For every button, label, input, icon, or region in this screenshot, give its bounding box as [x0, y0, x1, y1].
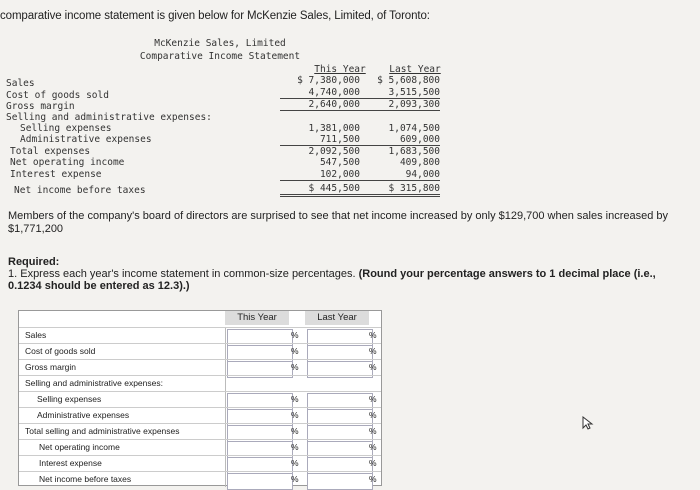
instruction-plain: 1. Express each year's income statement in common-size percentages.: [8, 268, 356, 280]
stmt-value: 1,381,000: [308, 123, 360, 134]
percent-sign: %: [291, 330, 299, 340]
stmt-label: Net income before taxes: [14, 185, 146, 196]
table-row-label: Interest expense: [39, 458, 102, 468]
table-row-label: Total selling and administrative expenses: [25, 426, 180, 436]
stmt-label: Selling expenses: [20, 123, 112, 134]
mouse-cursor-icon: [582, 416, 594, 430]
percent-sign: %: [291, 458, 299, 468]
table-row-label: Sales: [25, 330, 47, 340]
table-col-last-year: Last Year: [305, 311, 369, 325]
table-row: [19, 359, 381, 375]
table-row: [19, 343, 381, 359]
stmt-value: 1,683,500: [388, 146, 440, 157]
percent-sign: %: [369, 410, 377, 420]
stmt-value: 102,000: [280, 169, 360, 181]
required-heading: Required:: [8, 256, 60, 268]
this-year-percent-input[interactable]: [227, 473, 293, 490]
stmt-value: 409,800: [399, 157, 440, 168]
stmt-value: 711,500: [280, 134, 360, 146]
percent-sign: %: [369, 426, 377, 436]
percent-sign: %: [369, 330, 377, 340]
stmt-label: Interest expense: [10, 169, 102, 180]
percent-sign: %: [369, 362, 377, 372]
table-label-cell: [19, 328, 226, 343]
table-label-cell: [19, 376, 226, 391]
table-row: [19, 423, 381, 439]
statement-company: McKenzie Sales, Limited: [154, 38, 286, 49]
table-label-cell: [19, 392, 226, 407]
stmt-value: 2,093,300: [360, 99, 440, 111]
intro-text: comparative income statement is given below for McKenzie Sales, Limited, of Toronto:: [0, 10, 430, 22]
percent-sign: %: [369, 442, 377, 452]
statement-col-last-year: Last Year: [389, 64, 441, 75]
common-size-table: [18, 310, 382, 486]
stmt-value: 4,740,000: [280, 87, 360, 99]
stmt-value: 2,640,000: [280, 99, 360, 111]
percent-sign: %: [291, 410, 299, 420]
table-label-cell: [19, 424, 226, 439]
stmt-label: Administrative expenses: [20, 134, 152, 145]
table-row-label: Administrative expenses: [37, 410, 130, 420]
percent-sign: %: [291, 442, 299, 452]
table-label-cell: [19, 440, 226, 455]
stmt-label: Net operating income: [10, 157, 125, 168]
table-row: [19, 439, 381, 455]
percent-sign: %: [291, 426, 299, 436]
table-row: [19, 375, 381, 391]
statement-title: Comparative Income Statement: [139, 51, 301, 62]
instruction-bold: (Round your percentage answers to 1 decimal place (i.e., 0.1234 should be entered as 12.3).): [8, 268, 656, 292]
stmt-label: Selling and administrative expenses:: [6, 112, 212, 123]
table-row-label: Selling expenses: [37, 394, 102, 404]
stmt-value: 609,000: [360, 134, 440, 146]
stmt-label: Gross margin: [6, 101, 75, 112]
table-row-label: Net operating income: [39, 442, 120, 452]
stmt-value: 3,515,500: [360, 87, 440, 99]
stmt-value: $ 7,380,000: [297, 75, 360, 86]
table-row: [19, 407, 381, 423]
percent-sign: %: [369, 346, 377, 356]
percent-sign: %: [291, 474, 299, 484]
percent-sign: %: [291, 346, 299, 356]
table-row-label: Gross margin: [25, 362, 77, 372]
stmt-value: 1,074,500: [388, 123, 440, 134]
percent-sign: %: [291, 362, 299, 372]
table-label-cell: [19, 408, 226, 423]
members-text: Members of the company's board of directors are surprised to see that net income increased by only $129,700 when sales increased by $1,771,200: [8, 210, 669, 235]
stmt-label: Cost of goods sold: [6, 90, 109, 101]
table-label-cell: [19, 360, 226, 375]
table-label-cell: [19, 344, 226, 359]
table-label-cell: [19, 456, 226, 471]
stmt-value: $ 5,608,800: [377, 75, 440, 86]
last-year-percent-input[interactable]: [307, 473, 373, 490]
stmt-value: $ 445,500: [280, 183, 360, 197]
table-row: [19, 391, 381, 407]
stmt-value: 547,500: [319, 157, 360, 168]
percent-sign: %: [369, 458, 377, 468]
stmt-label: Total expenses: [10, 146, 91, 157]
table-row-label: Selling and administrative expenses:: [25, 378, 163, 388]
statement-col-this-year: This Year: [314, 64, 366, 75]
table-row-label: Net income before taxes: [39, 474, 132, 484]
stmt-value: $ 315,800: [360, 183, 440, 197]
table-row: [19, 471, 381, 487]
table-row: [19, 455, 381, 471]
table-col-this-year: This Year: [225, 311, 289, 325]
table-row-label: Cost of goods sold: [25, 346, 96, 356]
instruction-text: [8, 268, 688, 292]
percent-sign: %: [291, 394, 299, 404]
stmt-value: 2,092,500: [308, 146, 360, 157]
percent-sign: %: [369, 394, 377, 404]
table-row: [19, 327, 381, 343]
table-label-cell: [19, 472, 226, 487]
stmt-label: Sales: [6, 78, 35, 89]
percent-sign: %: [369, 474, 377, 484]
stmt-value: 94,000: [360, 169, 440, 181]
